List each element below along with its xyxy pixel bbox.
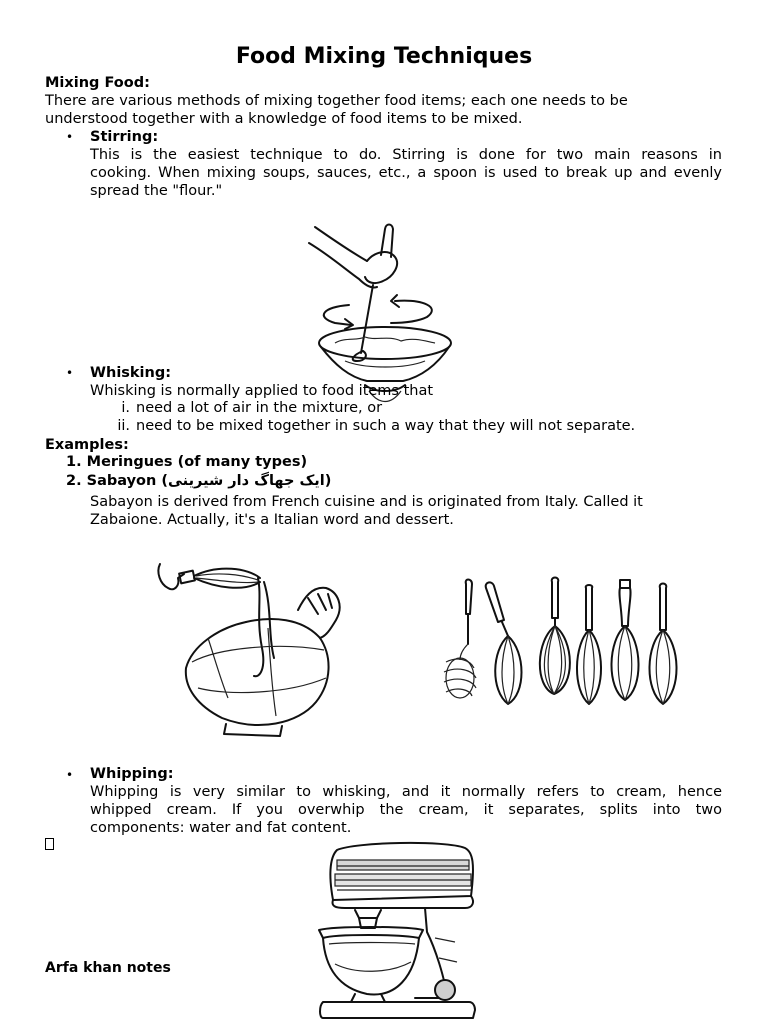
sabayon-line1: Sabayon is derived from French cuisine and is originated from Italy. Called it <box>90 494 643 510</box>
sabayon-prefix: 2. Sabayon ( <box>66 473 169 489</box>
stirring-heading: Stirring: <box>90 129 159 145</box>
example-sabayon <box>66 473 331 489</box>
whisking-text: Whisking is normally applied to food items that <box>90 383 434 399</box>
whipping-line1: Whipping is very similar to whisking, and it normally refers to cream, hence <box>90 784 722 800</box>
sabayon-line2: Zabaione. Actually, it's a Italian word and dessert. <box>90 512 454 528</box>
whisking-item: need to be mixed together in such a way that they will not separate. <box>136 418 636 434</box>
missing-glyph-box <box>45 838 54 850</box>
mixing-heading: Mixing Food: <box>45 75 150 91</box>
page-title: Food Mixing Techniques <box>235 44 533 69</box>
whisks-illustration <box>436 570 676 715</box>
example-meringues: 1. Meringues (of many types) <box>66 454 308 470</box>
stand-mixer-illustration <box>315 838 485 1024</box>
whipping-bullet: • <box>66 768 74 782</box>
mixing-intro-line2: understood together with a knowledge of food items to be mixed. <box>45 111 523 127</box>
examples-heading: Examples: <box>45 437 129 453</box>
footer-note: Arfa khan notes <box>45 960 171 976</box>
stirring-line2: cooking. When mixing soups, sauces, etc., a spoon is used to break up and evenly <box>90 165 722 181</box>
sabayon-suffix: ) <box>324 473 332 489</box>
mixing-intro-line1: There are various methods of mixing together food items; each one needs to be <box>45 93 628 109</box>
stirring-line1: This is the easiest technique to do. Stirring is done for two main reasons in <box>90 147 722 163</box>
whisking-heading: Whisking: <box>90 365 172 381</box>
whipping-heading: Whipping: <box>90 766 174 782</box>
whisking-item: need a lot of air in the mixture, or <box>136 400 383 416</box>
whisking-item-marker: i. <box>121 400 130 416</box>
whisking-bullet: • <box>66 366 74 380</box>
stirring-bullet: • <box>66 130 74 144</box>
sabayon-urdu: ایک جھاگ دار شیرینی <box>168 473 325 489</box>
stirring-line3: spread the "flour." <box>90 183 223 199</box>
whipping-line2: whipped cream. If you overwhip the cream, it separates, splits into two <box>90 802 722 818</box>
whipping-line3: components: water and fat content. <box>90 820 352 836</box>
whisking-item-marker: ii. <box>117 418 130 434</box>
whisking-bowl-illustration <box>148 538 358 748</box>
